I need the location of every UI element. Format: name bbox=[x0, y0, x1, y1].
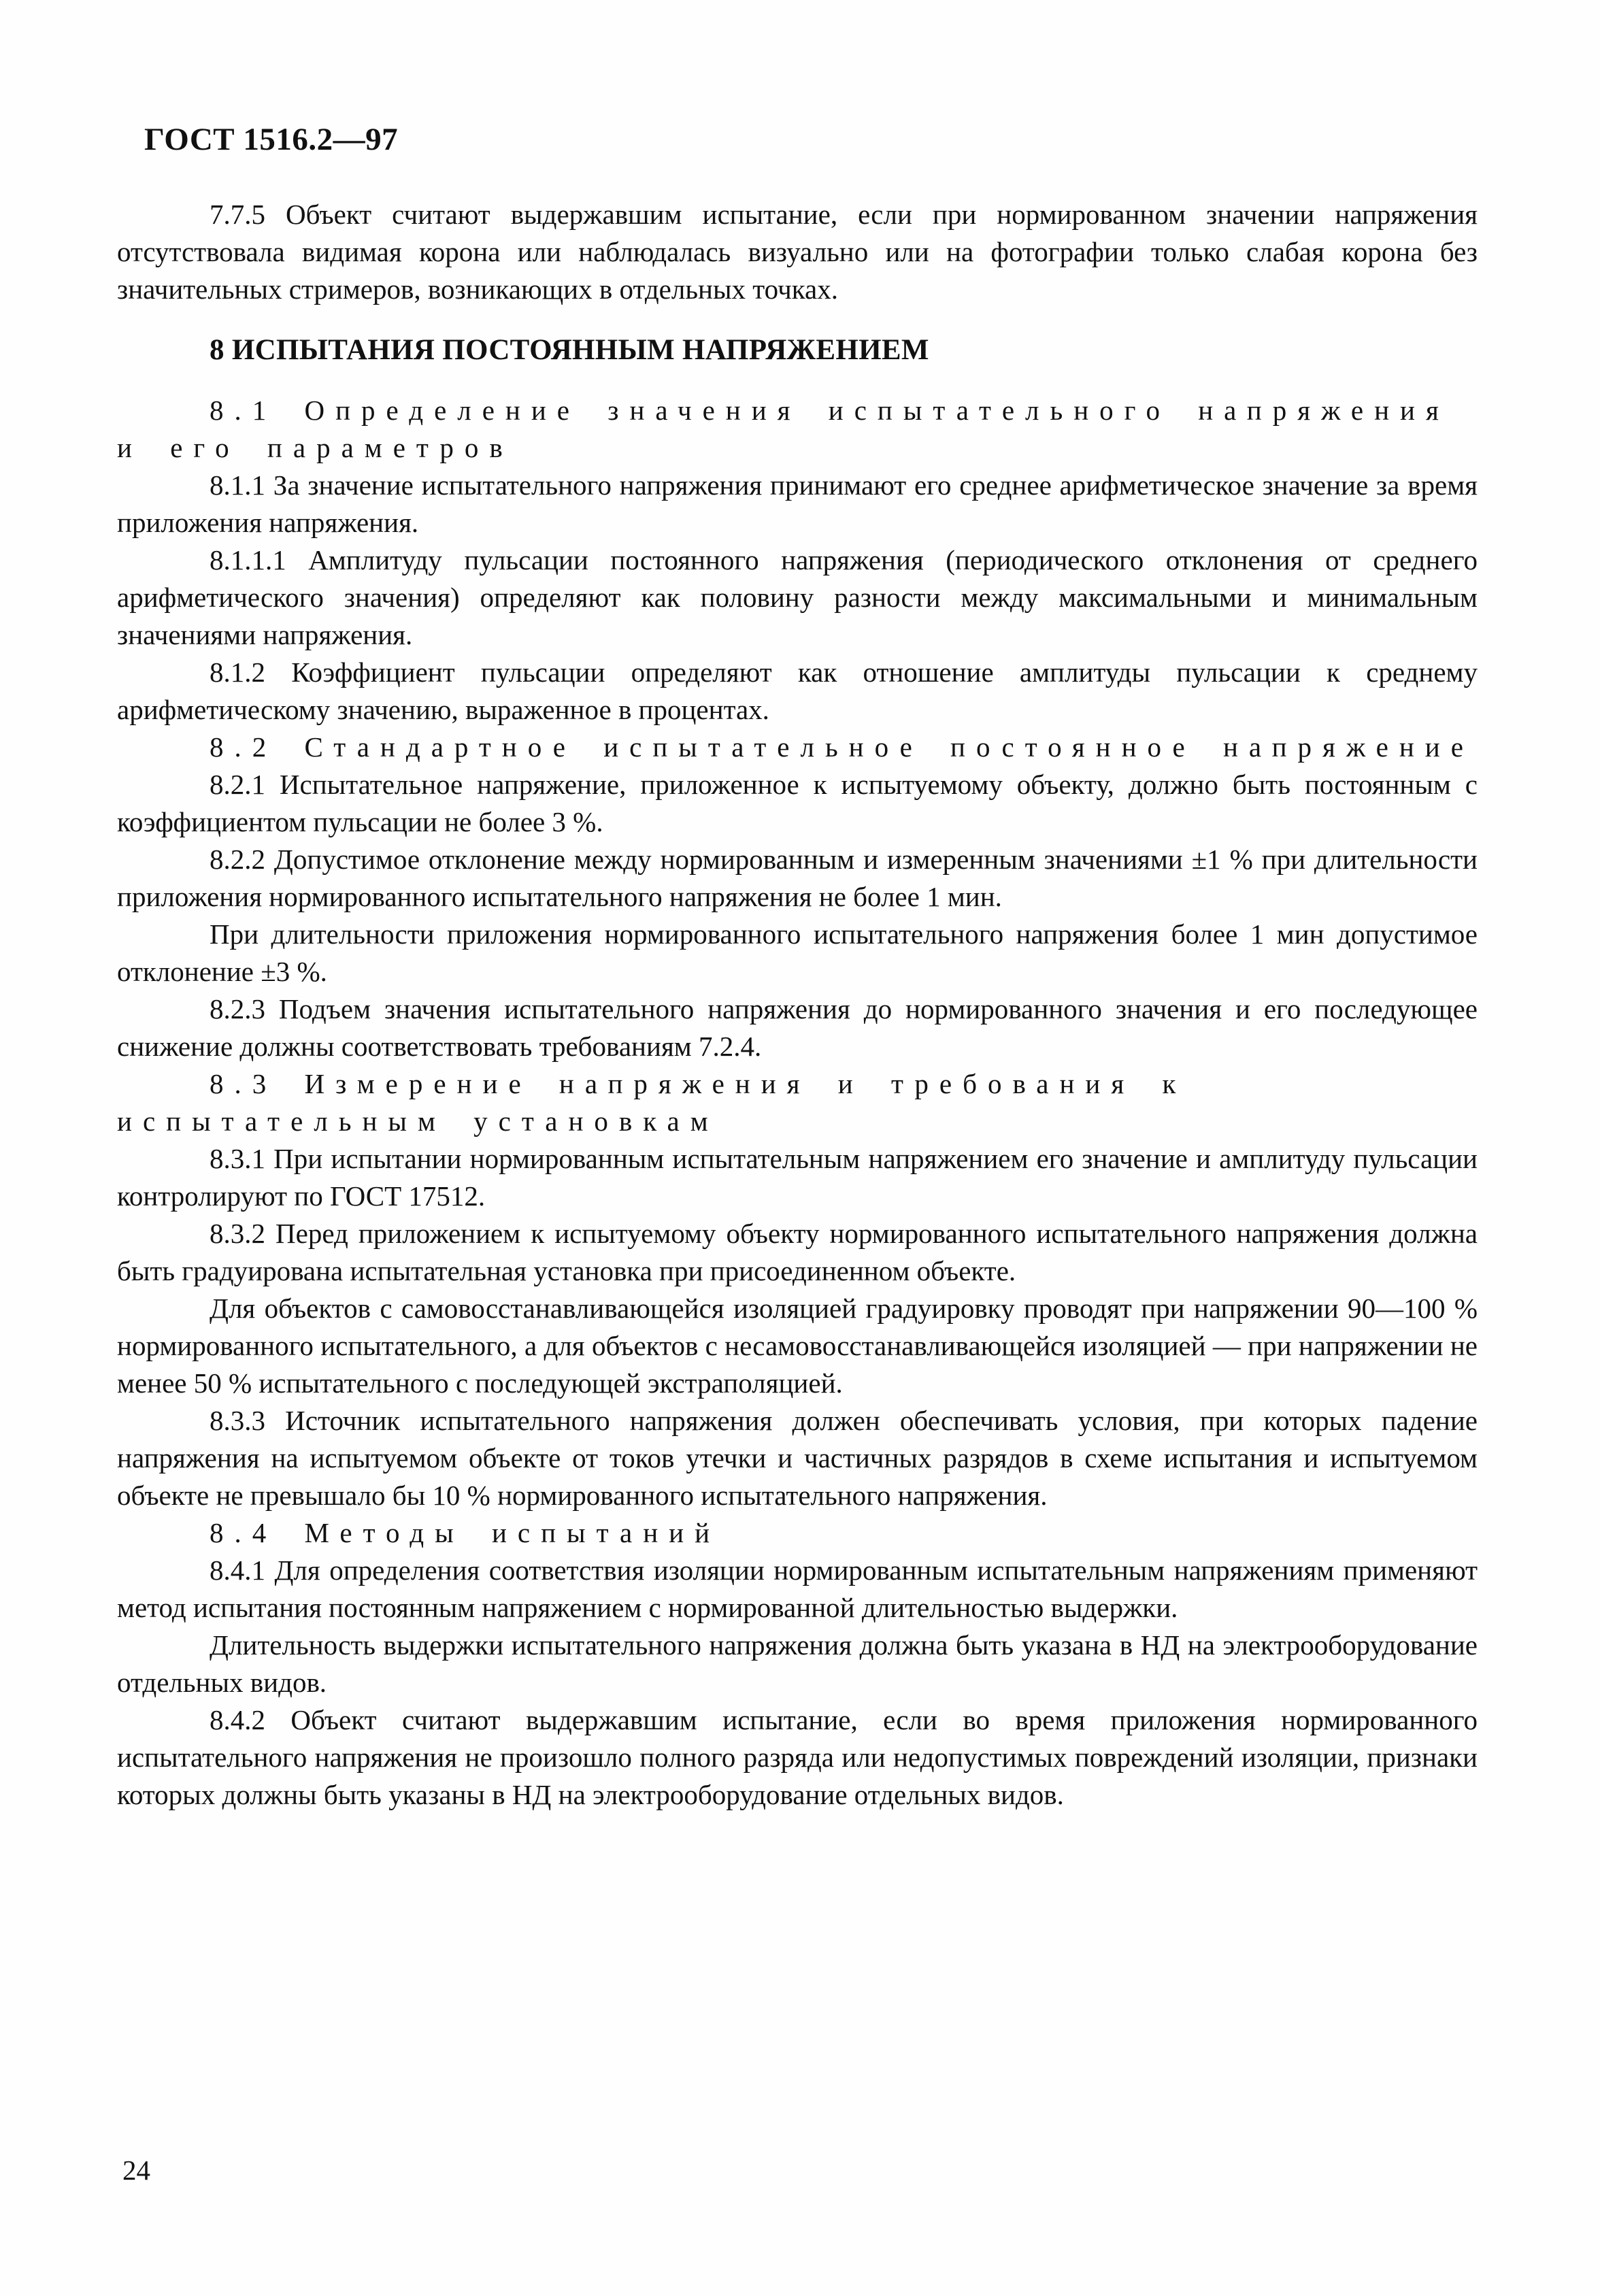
page-number: 24 bbox=[122, 2154, 150, 2186]
paragraph-8-2-2-cont: При длительности приложения нормированного испытательного напряжения более 1 мин допустимое отклонение ±3 %. bbox=[117, 918, 1478, 987]
paragraph-8-3-2-cont: Для объектов с самовосстанавливающейся изоляцией градуировку проводят при напряжении 90—100 % нормированного испытательного, а для объектов с несамовосстанавливающейся изоляцией — при напряжении не менее 50 % испытательного с последующей экстраполяцией. bbox=[117, 1293, 1478, 1399]
paragraph-7-7-5: 7.7.5 Объект считают выдержавшим испытание, если при нормированном значении напряжения отсутствовала видимая корона или наблюдалась визуально или на фотографии только слабая корона без значительных стримеров, возникающих в отдельных точках. bbox=[117, 199, 1478, 305]
subsection-heading-8-4: 8.4 Методы испытаний bbox=[210, 1517, 721, 1548]
subsection-heading-8-2: 8.2 Стандартное испытательное постоянное напряжение bbox=[210, 731, 1474, 763]
paragraph-8-4-2: 8.4.2 Объект считают выдержавшим испытание, если во время приложения нормированного испытательного напряжения не произошло полного разряда или недопустимых повреждений изоляции, признаки которых должны быть указаны в НД на электрооборудование отдельных видов. bbox=[117, 1704, 1478, 1810]
paragraph-8-2-2: 8.2.2 Допустимое отклонение между нормированным и измеренным значениями ±1 % при длительности приложения нормированного испытательного напряжения не более 1 мин. bbox=[117, 844, 1478, 912]
paragraph-8-1-1: 8.1.1 За значение испытательного напряжения принимают его среднее арифметическое значение за время приложения напряжения. bbox=[117, 469, 1478, 538]
document-body bbox=[117, 196, 1478, 1814]
paragraph-8-3-1: 8.3.1 При испытании нормированным испытательным напряжением его значение и амплитуду пульсации контролируют по ГОСТ 17512. bbox=[117, 1143, 1478, 1212]
paragraph-8-1-2: 8.1.2 Коэффициент пульсации определяют как отношение амплитуды пульсации к среднему арифметическому значению, выраженное в процентах. bbox=[117, 656, 1478, 725]
paragraph-8-3-3: 8.3.3 Источник испытательного напряжения должен обеспечивать условия, при которых падение напряжения на испытуемом объекте от токов утечки и частичных разрядов в схеме испытания и испытуемом объекте не превышало бы 10 % нормированного испытательного напряжения. bbox=[117, 1405, 1478, 1511]
document-header: ГОСТ 1516.2—97 bbox=[144, 122, 399, 157]
paragraph-8-2-1: 8.2.1 Испытательное напряжение, приложенное к испытуемому объекту, должно быть постоянным с коэффициентом пульсации не более 3 %. bbox=[117, 769, 1478, 837]
section-heading-8: 8 ИСПЫТАНИЯ ПОСТОЯННЫМ НАПРЯЖЕНИЕМ bbox=[210, 334, 929, 366]
subsection-heading-8-3: 8.3 Измерение напряжения и требования к испытательным установкам bbox=[117, 1068, 1187, 1137]
subsection-heading-8-1: 8.1 Определение значения испытательного напряжения и его параметров bbox=[117, 395, 1450, 463]
paragraph-8-1-1-1: 8.1.1.1 Амплитуду пульсации постоянного напряжения (периодического отклонения от среднего арифметического значения) определяют как половину разности между максимальными и минимальным значениями напряжения. bbox=[117, 544, 1478, 650]
paragraph-8-3-2: 8.3.2 Перед приложением к испытуемому объекту нормированного испытательного напряжения должна быть градуирована испытательная установка при присоединенном объекте. bbox=[117, 1218, 1478, 1286]
paragraph-8-4-1-cont: Длительность выдержки испытательного напряжения должна быть указана в НД на электрооборудование отдельных видов. bbox=[117, 1629, 1478, 1698]
paragraph-8-2-3: 8.2.3 Подъем значения испытательного напряжения до нормированного значения и его последующее снижение должны соответствовать требованиям 7.2.4. bbox=[117, 993, 1478, 1062]
paragraph-8-4-1: 8.4.1 Для определения соответствия изоляции нормированным испытательным напряжениям применяют метод испытания постоянным напряжением с нормированной длительностью выдержки. bbox=[117, 1554, 1478, 1623]
